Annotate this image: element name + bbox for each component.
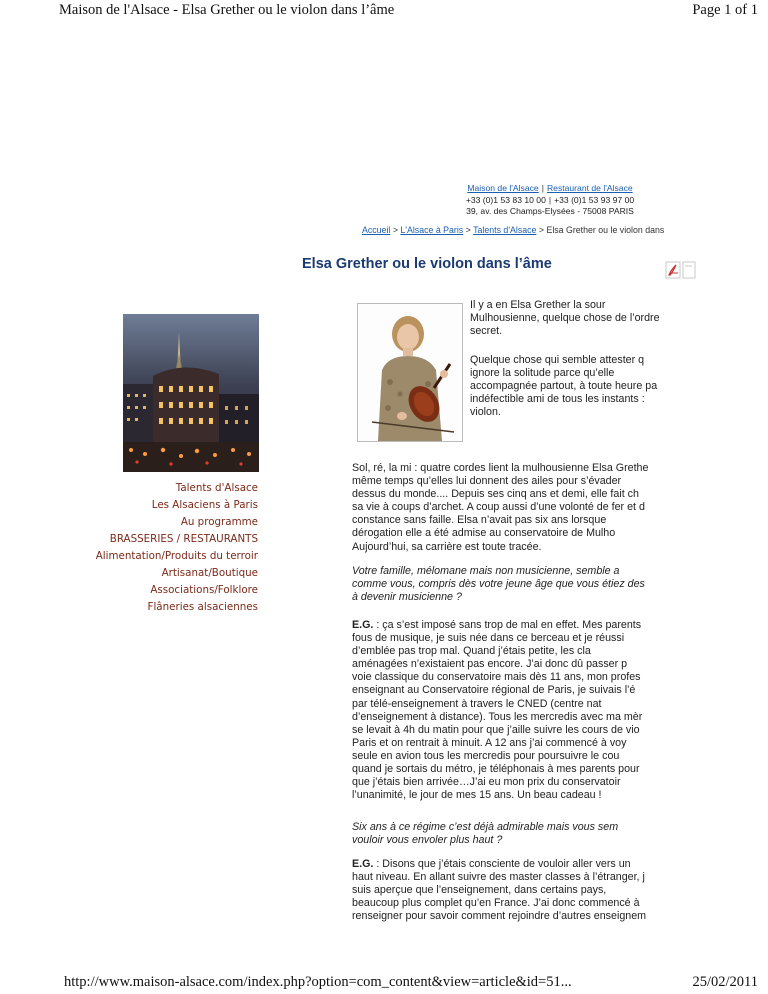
phone-1: +33 (0)1 53 83 10 00: [465, 194, 546, 205]
menu-item-flaneries[interactable]: Flâneries alsaciennes: [147, 601, 258, 613]
interview-answer-2: E.G. : Disons que j’étais consciente de vouloir aller vers un haut niveau. En allant suivre des master classes à l’étranger, j suis aperçue que l’enseignement, dans certains pays, beaucoup plus complet qu’en France. J’ai donc commencé à renseigner pour savoir comment rejoindre d’autres enseignem: [352, 858, 647, 923]
breadcrumb-home[interactable]: Accueil: [362, 225, 391, 235]
side-menu: [84, 480, 258, 616]
print-header-page: Page 1 of 1: [692, 2, 758, 18]
print-header: [0, 2, 768, 22]
breadcrumb-current: Elsa Grether ou le violon dans: [546, 225, 665, 235]
maison-alsace-link[interactable]: Maison de l'Alsace: [467, 183, 539, 193]
menu-item-programme[interactable]: Au programme: [180, 516, 258, 528]
menu-item-alimentation[interactable]: Alimentation/Produits du terroir: [95, 550, 258, 562]
breadcrumb-alsace-paris[interactable]: L'Alsace à Paris: [400, 225, 464, 235]
pdf-icon[interactable]: [665, 261, 697, 279]
menu-item-artisanat[interactable]: Artisanat/Boutique: [161, 567, 258, 579]
article-second-paragraph: Quelque chose qui semble attester q ignore la solitude parce qu’elle accompagnée partout, à toute heure pa indéfectible ami de tous les instants : violon.: [470, 354, 658, 419]
article-intro-paragraph: Il y a en Elsa Grether la sour Mulhousienne, quelque chose de l’ordre secret.: [470, 299, 660, 338]
menu-item-brasseries[interactable]: BRASSERIES / RESTAURANTS: [109, 533, 258, 545]
print-footer-date: 25/02/2011: [692, 974, 758, 990]
menu-item-alsaciens-paris[interactable]: Les Alsaciens à Paris: [151, 499, 258, 511]
document-icons: [665, 261, 697, 279]
restaurant-alsace-link[interactable]: Restaurant de l'Alsace: [546, 183, 633, 193]
print-header-title: Maison de l'Alsace - Elsa Grether ou le violon dans l’âme: [59, 2, 395, 18]
article-title: Elsa Grether ou le violon dans l’âme: [302, 256, 552, 272]
interview-question-2: Six ans à ce régime c’est déjà admirable mais vous sem vouloir vous envoler plus haut ?: [352, 821, 619, 847]
speaker-label: E.G.: [352, 619, 374, 631]
interview-question-1: Votre famille, mélomane mais non musicienne, semble a comme vous, compris dès votre jeune âge que vous étiez des à devenir musicienne ?: [352, 565, 645, 604]
violinist-portrait: [357, 303, 463, 442]
menu-item-associations[interactable]: Associations/Folklore: [150, 584, 258, 596]
menu-item-talents[interactable]: Talents d'Alsace: [175, 482, 258, 494]
paris-night-photo: [123, 314, 259, 472]
contact-block: Maison de l'Alsace | Restaurant de l'Alsace +33 (0)1 53 83 10 00 | +33 (0)1 53 93 97 00 39, av. des Champs-Elysées - 75008 PARIS: [440, 183, 660, 218]
breadcrumb-talents[interactable]: Talents d'Alsace: [473, 225, 537, 235]
address: 39, av. des Champs-Elysées - 75008 PARIS: [466, 206, 634, 216]
print-footer-url: http://www.maison-alsace.com/index.php?option=com_content&view=article&id=51...: [64, 974, 572, 990]
interview-answer-1: E.G. : ça s’est imposé sans trop de mal en effet. Mes parents fous de musique, je suis née dans ce berceau et je réussi d’emblée pas trop mal. Quand j’étais petite, les cla aménagées n’existaient pas encore. J’ai donc dû passer p voie classique du conservatoire mais dès 11 ans, mon profes enseignant au Conservatoire régional de Paris, je suivais l’é par télé-enseignement à travers le CNED (centre nat d’enseignement à distance). Tous les mercredis avec ma mèr se levait à 4h du matin pour que j’aille suivre les cours de vio Paris et on rentrait à minuit. A 12 ans j’ai commencé à voy seule en avion tous les mercredis pour poursuivre le cou quand je sortais du métro, je téléphonais à mes parents pour que j’étais bien arrivée…J’ai eu mon prix du conservatoir l’unanimité, le jour de mes 15 ans. Un beau cadeau !: [352, 619, 643, 802]
article-third-paragraph: Sol, ré, la mi : quatre cordes lient la mulhousienne Elsa Grethe même temps qu’elles lui donnent des ailes pour s’évader dessus du monde.... Depuis ses cinq ans et demi, elle fait ch sa vie à coups d’archet. A coup aussi d’une volonté de fer et d constance sans faille. Elsa n’avait pas six ans lorsque dérogation elle a été admise au conservatoire de Mulho Aujourd’hui, sa carrière est toute tracée.: [352, 462, 649, 553]
print-footer: [0, 974, 768, 994]
speaker-label: E.G.: [352, 858, 374, 870]
breadcrumb: Accueil > L'Alsace à Paris > Talents d'Alsace > Elsa Grether ou le violon dans: [362, 225, 665, 235]
phone-2: +33 (0)1 53 93 97 00: [554, 194, 635, 205]
